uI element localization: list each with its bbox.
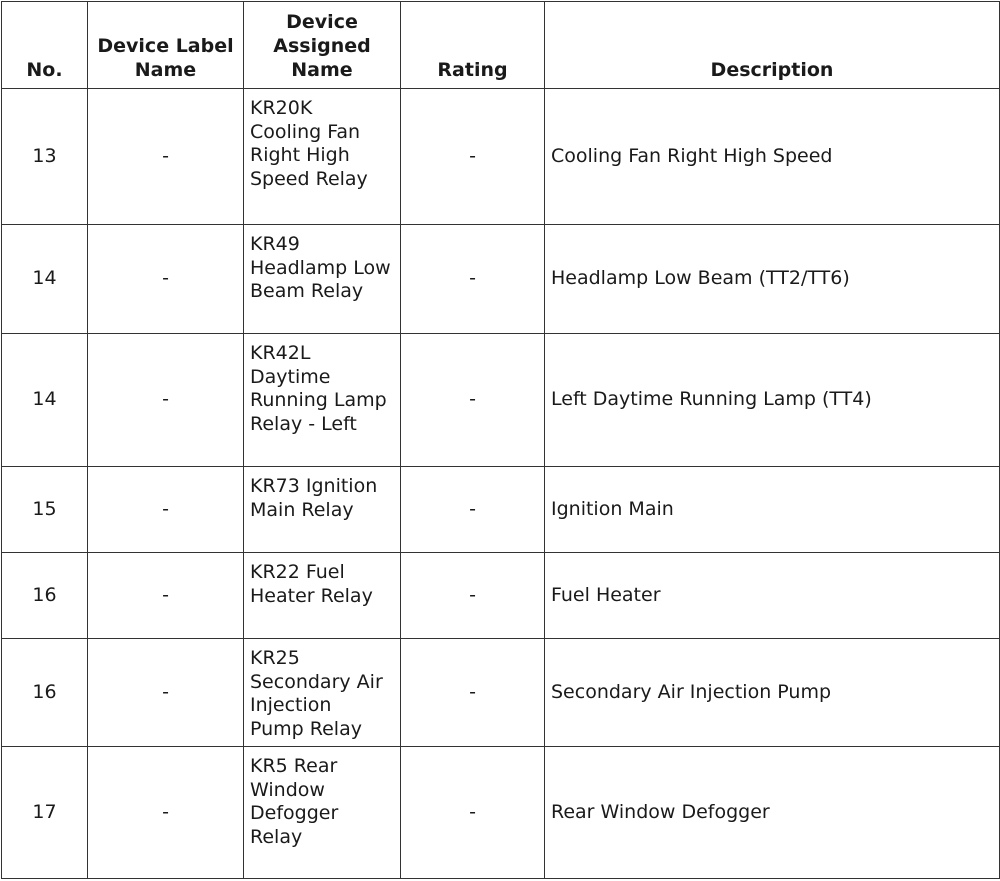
cell-description: Headlamp Low Beam (TT2/TT6): [545, 225, 1000, 334]
cell-no: 16: [2, 639, 88, 747]
table-row: [2, 334, 1000, 467]
table-row: [2, 747, 1000, 879]
cell-description: Rear Window Defogger: [545, 747, 1000, 879]
cell-assigned-name: KR5 Rear Window Defogger Relay: [244, 747, 401, 879]
cell-assigned-name: KR73 Ignition Main Relay: [244, 467, 401, 553]
cell-no: 15: [2, 467, 88, 553]
cell-label-name: -: [88, 639, 244, 747]
header-rating: Rating: [401, 2, 545, 89]
cell-label-name: -: [88, 553, 244, 639]
cell-rating: -: [401, 553, 545, 639]
cell-no: 16: [2, 553, 88, 639]
cell-rating: -: [401, 334, 545, 467]
header-description: Description: [545, 2, 1000, 89]
table-row: [2, 89, 1000, 225]
header-device-assigned-name: Device Assigned Name: [244, 2, 401, 89]
cell-rating: -: [401, 747, 545, 879]
cell-description: Secondary Air Injection Pump: [545, 639, 1000, 747]
table-header-row: [2, 2, 1000, 89]
cell-rating: -: [401, 225, 545, 334]
cell-label-name: -: [88, 747, 244, 879]
cell-rating: -: [401, 467, 545, 553]
device-table: [1, 1, 1000, 879]
cell-rating: -: [401, 639, 545, 747]
cell-description: Cooling Fan Right High Speed: [545, 89, 1000, 225]
cell-assigned-name: KR25 Secondary Air Injection Pump Relay: [244, 639, 401, 747]
table-row: [2, 467, 1000, 553]
cell-label-name: -: [88, 334, 244, 467]
cell-no: 14: [2, 225, 88, 334]
cell-label-name: -: [88, 467, 244, 553]
cell-assigned-name: KR49 Headlamp Low Beam Relay: [244, 225, 401, 334]
header-no: No.: [2, 2, 88, 89]
cell-description: Left Daytime Running Lamp (TT4): [545, 334, 1000, 467]
cell-no: 17: [2, 747, 88, 879]
cell-description: Ignition Main: [545, 467, 1000, 553]
cell-label-name: -: [88, 89, 244, 225]
cell-assigned-name: KR42L Daytime Running Lamp Relay - Left: [244, 334, 401, 467]
cell-rating: -: [401, 89, 545, 225]
cell-description: Fuel Heater: [545, 553, 1000, 639]
cell-no: 14: [2, 334, 88, 467]
header-device-label-name: Device Label Name: [88, 2, 244, 89]
cell-label-name: -: [88, 225, 244, 334]
table-row: [2, 639, 1000, 747]
table-row: [2, 225, 1000, 334]
cell-assigned-name: KR20K Cooling Fan Right High Speed Relay: [244, 89, 401, 225]
cell-no: 13: [2, 89, 88, 225]
table-row: [2, 553, 1000, 639]
cell-assigned-name: KR22 Fuel Heater Relay: [244, 553, 401, 639]
